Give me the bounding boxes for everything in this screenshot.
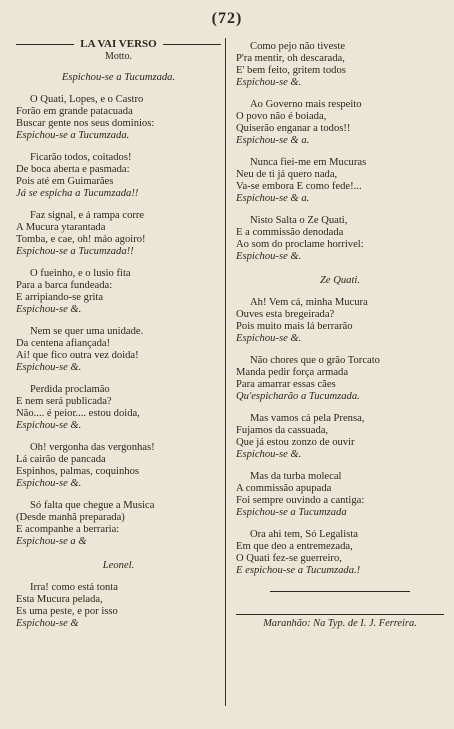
verse-line: E nem será publicada?	[16, 396, 112, 407]
verse-line: O fueinho, e o lusio fita	[30, 268, 131, 279]
verse-line: Mas vamos cá pela Prensa,	[250, 413, 365, 424]
stanza	[236, 529, 444, 577]
verse-line: Forão em grande patacuada	[16, 106, 133, 117]
motto-label: Motto.	[105, 51, 132, 62]
verse-line: Esta Mucura pelada,	[16, 594, 103, 605]
verse-line: E a commissão denodada	[236, 227, 344, 238]
verse-line: Da centena afiançada!	[16, 338, 111, 349]
verse-line: Irra! como está tonta	[30, 582, 118, 593]
verse-line: Va-se embora E como fede!...	[236, 181, 362, 192]
verse-line: A commissão apupada	[236, 483, 332, 494]
verse-refrain: Espichou-se &.	[16, 362, 82, 373]
verse-line: Nem se quer uma unidade.	[30, 326, 144, 337]
stanza	[236, 413, 444, 461]
left-column	[16, 38, 221, 630]
verse-line: Fujamos da cassuada,	[236, 425, 329, 436]
verse-line: O povo não é boiada,	[236, 111, 327, 122]
verse-line: O Quati fez-se guerreiro,	[236, 553, 342, 564]
stanza	[236, 41, 444, 89]
verse-line: Pois até em Guimarães	[16, 176, 114, 187]
verse-line: Faz signal, e á rampa corre	[30, 210, 145, 221]
verse-line: Foi sempre ouvindo a cantiga:	[236, 495, 365, 506]
verse-refrain: Espichou-se &.	[236, 333, 302, 344]
stanza	[16, 384, 221, 432]
verse-line: De boca aberta e pasmada:	[16, 164, 130, 175]
verse-line: Espinhos, palmas, coquinhos	[16, 466, 139, 477]
verse-line: Mas da turba molecal	[250, 471, 342, 482]
verse-line: Nunca fiei-me em Mucuras	[250, 157, 367, 168]
motto-text: Espichou-se a Tucumzada.	[61, 72, 176, 83]
stanza	[16, 210, 221, 258]
verse-line: Ouves esta bregeirada?	[236, 309, 335, 320]
verse-refrain: Já se espicha a Tucumzada!!	[16, 188, 139, 199]
verse-line: Es uma peste, e por isso	[16, 606, 118, 617]
verse-line: Ora ahi tem, Só Legalista	[250, 529, 358, 540]
speaker-heading: Leonel.	[102, 560, 135, 571]
stanza	[16, 268, 221, 316]
closing-rule	[270, 591, 410, 592]
verse-refrain: Espichou-se &.	[16, 304, 82, 315]
verse-line: Perdida proclamão	[30, 384, 110, 395]
verse-line: Ficarão todos, coitados!	[30, 152, 132, 163]
verse-refrain: Qu'espicharão a Tucumzada.	[236, 391, 360, 402]
stanza	[236, 297, 444, 345]
verse-line: Em que deo a entremezada,	[236, 541, 353, 552]
stanza	[16, 500, 221, 548]
imprint-rule	[236, 614, 444, 615]
stanza	[16, 94, 221, 142]
verse-refrain: Espichou-se & a.	[236, 135, 310, 146]
verse-line: Oh! vergonha das vergonhas!	[30, 442, 155, 453]
verse-refrain: Espichou-se a Tucumzada.	[16, 130, 130, 141]
verse-refrain: Espichou-se &	[16, 618, 79, 629]
column-divider	[225, 38, 226, 706]
verse-line: (Desde manhã preparada)	[16, 512, 125, 523]
verse-line: Quiserão enganar a todos!!	[236, 123, 351, 134]
verse-line: Que já estou zonzo de ouvir	[236, 437, 355, 448]
verse-refrain: Espichou-se &.	[236, 449, 302, 460]
verse-refrain: Espichou-se &.	[16, 420, 82, 431]
stanza	[16, 582, 221, 630]
poem-title: LA VAI VERSO	[80, 38, 157, 50]
verse-refrain: Espichou-se a Tucumzada!!	[16, 246, 134, 257]
title-rule-left	[16, 44, 74, 45]
verse-line: Buscar gente nos seus dominios:	[16, 118, 155, 129]
poem-title-row	[16, 38, 221, 50]
verse-refrain: Espichou-se &.	[16, 478, 82, 489]
verse-line: Como pejo não tiveste	[250, 41, 346, 52]
stanza	[16, 326, 221, 374]
verse-line: Lá cairão de pancada	[16, 454, 106, 465]
verse-line: Só falta que chegue a Musica	[30, 500, 155, 511]
verse-line: Ah! Vem cá, minha Mucura	[250, 297, 368, 308]
verse-line: E acompanhe a berraria:	[16, 524, 120, 535]
verse-refrain: E espichou-se a Tucumzada.!	[236, 565, 361, 576]
verse-line: Ao Governo mais respeito	[250, 99, 362, 110]
verse-line: Para amarrar essas cães	[236, 379, 336, 390]
verse-line: Ai! que fico outra vez doida!	[16, 350, 139, 361]
verse-refrain: Espichou-se &.	[236, 251, 302, 262]
verse-line: E' bem feito, gritem todos	[236, 65, 346, 76]
verse-refrain: Espichou-se a Tucumzada	[236, 507, 347, 518]
title-rule-right	[163, 44, 221, 45]
speaker-heading: Ze Quati.	[319, 275, 361, 286]
verse-line: Neu de ti já quero nada,	[236, 169, 338, 180]
verse-line: Nisto Salta o Ze Quati,	[250, 215, 348, 226]
stanza	[236, 215, 444, 263]
verse-line: Ao som do proclame horrivel:	[236, 239, 364, 250]
verse-line: A Mucura ytarantada	[16, 222, 106, 233]
right-column	[236, 38, 444, 630]
verse-line: Manda pedir força armada	[236, 367, 349, 378]
stanza	[16, 152, 221, 200]
verse-line: Tomba, e cae, oh! máo agoiro!	[16, 234, 146, 245]
verse-line: Não.... é peior.... estou doida,	[16, 408, 140, 419]
verse-line: P'ra mentir, oh descarada,	[236, 53, 345, 64]
stanza	[236, 355, 444, 403]
page-number: (72)	[211, 10, 243, 27]
stanza	[236, 471, 444, 519]
verse-line: Para a barca fundeada:	[16, 280, 113, 291]
stanza	[16, 442, 221, 490]
verse-line: E arripiando-se grita	[16, 292, 104, 303]
verse-line: O Quati, Lopes, e o Castro	[30, 94, 144, 105]
verse-refrain: Espichou-se &.	[236, 77, 302, 88]
verse-line: Pois muito mais lá berrarão	[236, 321, 353, 332]
stanza	[236, 99, 444, 147]
verse-refrain: Espichou-se a &	[16, 536, 87, 547]
verse-refrain: Espichou-se & a.	[236, 193, 310, 204]
verse-line: Não chores que o grão Torcato	[250, 355, 380, 366]
printer-imprint: Maranhão: Na Typ. de I. J. Ferreira.	[263, 618, 417, 629]
stanza	[236, 157, 444, 205]
